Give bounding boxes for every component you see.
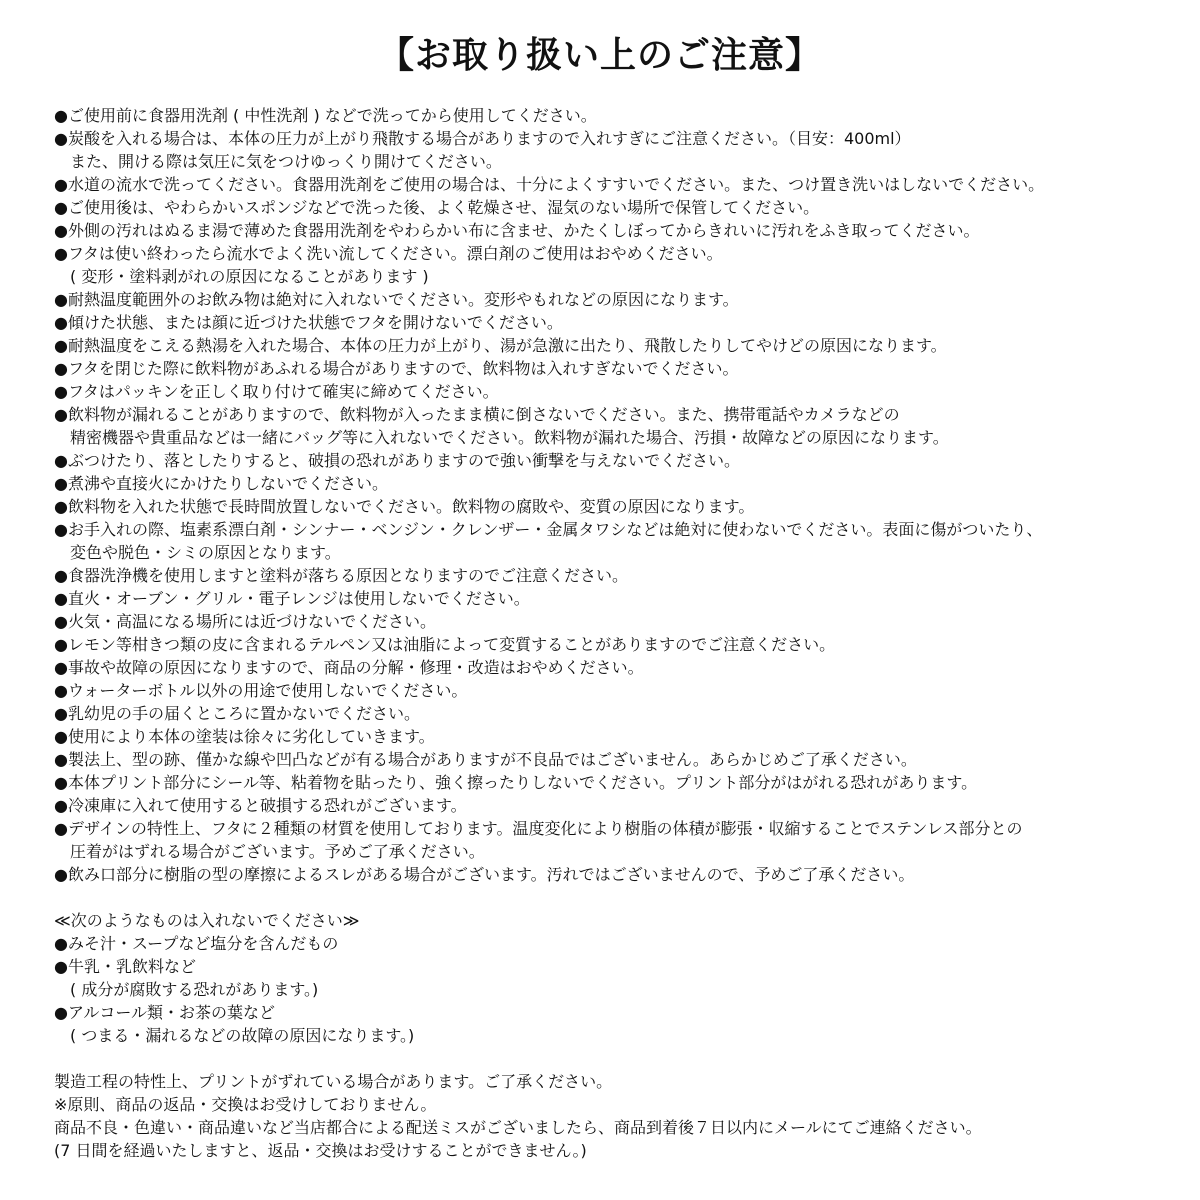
caution-item: ●火気・高温になる場所には近づけないでください。 [54, 612, 436, 631]
caution-item: ●レモン等柑きつ類の皮に含まれるテルペン又は油脂によって変質することがありますのでご注意ください。 [54, 635, 836, 654]
caution-item: ●デザインの特性上、フタに２種類の材質を使用しております。温度変化により樹脂の体積が膨張・収縮することでステンレス部分との [54, 819, 1023, 838]
caution-item: ●外側の汚れはぬるま湯で薄めた食器用洗剤をやわらかい布に含ませ、かたくしぼってからきれいに汚れをふき取ってください。 [54, 221, 980, 240]
caution-item: ●使用により本体の塗装は徐々に劣化していきます。 [54, 727, 435, 746]
caution-item: ●水道の流水で洗ってください。食器用洗剤をご使用の場合は、十分によくすすいでください。また、つけ置き洗いはしないでください。 [54, 175, 1045, 194]
caution-item: ●飲み口部分に樹脂の型の摩擦によるスレがある場合がございます。汚れではございませんので、予めご了承ください。 [54, 865, 915, 884]
caution-item: ●フタを閉じた際に飲料物があふれる場合がありますので、飲料物は入れすぎないでください。 [54, 359, 739, 378]
caution-item: ●事故や故障の原因になりますので、商品の分解・修理・改造はおやめください。 [54, 658, 644, 677]
footer-note: ※原則、商品の返品・交換はお受けしておりません。 [54, 1095, 437, 1114]
caution-item: ●製法上、型の跡、僅かな線や凹凸などが有る場合がありますが不良品ではございません。あらかじめご了承ください。 [54, 750, 917, 769]
caution-item: ( 変形・塗料剥がれの原因になることがあります ) [70, 267, 429, 286]
prohibited-item: ( 成分が腐敗する恐れがあります。) [70, 980, 319, 999]
footer-note: 製造工程の特性上、プリントがずれている場合があります。ご了承ください。 [54, 1072, 613, 1091]
caution-item: ●飲料物が漏れることがありますので、飲料物が入ったまま横に倒さないでください。また、携帯電話やカメラなどの [54, 405, 900, 424]
prohibited-heading: ≪次のようなものは入れないでください≫ [54, 911, 360, 930]
caution-item: ●ご使用後は、やわらかいスポンジなどで洗った後、よく乾燥させ、湿気のない場所で保管してください。 [54, 198, 820, 217]
footer-notes [54, 1070, 1164, 1162]
footer-note: (7 日間を経過いたしますと、返品・交換はお受けすることができません。) [54, 1141, 587, 1160]
caution-item: ●フタは使い終わったら流水でよく洗い流してください。漂白剤のご使用はおやめください。 [54, 244, 723, 263]
caution-item: 精密機器や貴重品などは一緒にバッグ等に入れないでください。飲料物が漏れた場合、汚損・故障などの原因になります。 [70, 428, 949, 447]
caution-item: ●直火・オーブン・グリル・電子レンジは使用しないでください。 [54, 589, 530, 608]
caution-item: 変色や脱色・シミの原因となります。 [70, 543, 341, 562]
prohibited-list [54, 932, 1164, 1047]
caution-item: ●ご使用前に食器用洗剤 ( 中性洗剤 ) などで洗ってから使用してください。 [54, 106, 597, 125]
caution-item: ●本体プリント部分にシール等、粘着物を貼ったり、強く擦ったりしないでください。プリント部分がはがれる恐れがあります。 [54, 773, 978, 792]
caution-item: ●ウォーターボトル以外の用途で使用しないでください。 [54, 681, 468, 700]
caution-item: ●フタはパッキンを正しく取り付けて確実に締めてください。 [54, 382, 499, 401]
prohibited-item: ●みそ汁・スープなど塩分を含んだもの [54, 934, 339, 953]
prohibited-item: ●アルコール類・お茶の葉など [54, 1003, 276, 1022]
caution-item: ●お手入れの際、塩素系漂白剤・シンナー・ベンジン・クレンザー・金属タワシなどは絶対に使わないでください。表面に傷がついたり、 [54, 520, 1043, 539]
section-spacer [54, 1047, 1164, 1070]
caution-item: ●冷凍庫に入れて使用すると破損する恐れがございます。 [54, 796, 467, 815]
caution-notes [54, 104, 1164, 1162]
caution-item: ●飲料物を入れた状態で長時間放置しないでください。飲料物の腐敗や、変質の原因になります。 [54, 497, 755, 516]
page-title: 【お取り扱い上のご注意】 [377, 35, 822, 76]
caution-item: また、開ける際は気圧に気をつけゆっくり開けてください。 [70, 152, 502, 171]
caution-list [54, 104, 1164, 886]
prohibited-item: ( つまる・漏れるなどの故障の原因になります。) [70, 1026, 415, 1045]
caution-item: ●炭酸を入れる場合は、本体の圧力が上がり飛散する場合がありますので入れすぎにご注意ください。（目安：400ml） [54, 129, 911, 148]
caution-item: 圧着がはずれる場合がございます。予めご了承ください。 [70, 842, 485, 861]
prohibited-item: ●牛乳・乳飲料など [54, 957, 196, 976]
section-spacer [54, 886, 1164, 909]
caution-item: ●耐熱温度範囲外のお飲み物は絶対に入れないでください。変形やもれなどの原因になります。 [54, 290, 739, 309]
caution-item: ●耐熱温度をこえる熱湯を入れた場合、本体の圧力が上がり、湯が急激に出たり、飛散したりしてやけどの原因になります。 [54, 336, 947, 355]
caution-item: ●食器洗浄機を使用しますと塗料が落ちる原因となりますのでご注意ください。 [54, 566, 628, 585]
caution-item: ●傾けた状態、または顔に近づけた状態でフタを開けないでください。 [54, 313, 563, 332]
footer-note: 商品不良・色違い・商品違いなど当店都合による配送ミスがございましたら、商品到着後７日以内にメールにてご連絡ください。 [54, 1118, 982, 1137]
caution-item: ●煮沸や直接火にかけたりしないでください。 [54, 474, 388, 493]
caution-item: ●乳幼児の手の届くところに置かないでください。 [54, 704, 420, 723]
caution-item: ●ぶつけたり、落としたりすると、破損の恐れがありますので強い衝撃を与えないでください。 [54, 451, 740, 470]
